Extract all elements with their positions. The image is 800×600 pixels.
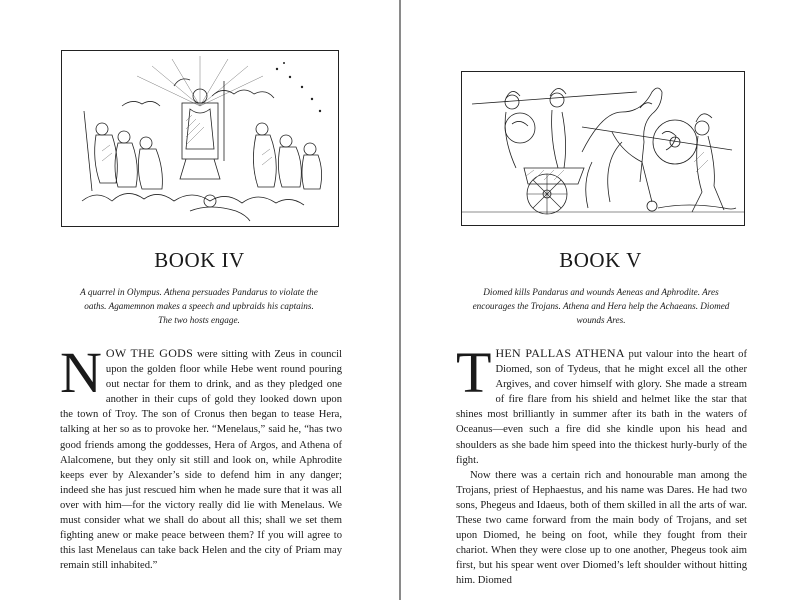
- olympus-illustration: [61, 50, 339, 227]
- book-title: BOOK IV: [154, 248, 245, 272]
- opening-words: HEN PALLAS ATHENA: [495, 346, 625, 360]
- body-paragraph: [60, 340, 342, 573]
- paragraph-text: put valour into the heart of Diomed, son of Tydeus, that he might excel all the other Argives, and cover himself with glory. She made a stream of fire flare from his shield and helmet like the star that shines most brilliantly in summer after its bath in the waters of Oceanus—even such a fire did she kindle upon his head and shoulders as she bade him speed into the thickest hurly-burly of the fight.: [456, 349, 747, 466]
- opening-words: OW THE GODS: [105, 346, 194, 360]
- drop-cap: N: [60, 340, 102, 405]
- battle-illustration: [461, 71, 745, 226]
- paragraph-text: were sitting with Zeus in council upon the golden floor while Hebe went round pouring out nectar for them to drink, and as they pledged one another in their cups of gold they looked down upon the town of Troy. The son of Cronus then began to tease Hera, talking at her so as to provoke her. “Menelaus,” said he, “has two good friends among the goddesses, Hera of Argos, and Athena of Alalcomene, but they only sit still and look on, while Aphrodite keeps ever by Alexander’s side to defend him in any danger; indeed she has just rescued him when he made sure that it was all over with him—for the victory really did lie with Menelaus. We must consider what we shall do about all this; shall we set them fighting anew or make peace between them? If you will agree to this last Menelaus can take back Helen and the city of Priam may remain still inhabited.”: [60, 349, 342, 572]
- chapter-argument: A quarrel in Olympus. Athena persuades Pandarus to violate the oaths. Agamemnon makes a speech and upbraids his captains. The two hosts engage.: [80, 287, 318, 325]
- body-paragraph: Now there was a certain rich and honourable man among the Trojans, priest of Hephaestus, and his name was Dares. He had two sons, Phegeus and Idaeus, both of them skilled in all the arts of war. These two came forward from the main body of Trojans, and set upon Diomed, he being on foot, while they fought from their chariot. When they were close up to one another, Phegeus took aim first, but his spear went over Diomed’s left shoulder without hitting him. Diomed: [456, 469, 747, 587]
- left-page: [0, 0, 399, 600]
- chapter-argument: Diomed kills Pandarus and wounds Aeneas and Aphrodite. Ares encourages the Trojans. Athena and Hera help the Achaeans. Diomed wounds Ares.: [472, 287, 730, 325]
- right-page: [401, 0, 800, 600]
- drop-cap: T: [456, 340, 492, 405]
- body-paragraph: [456, 340, 747, 468]
- chapter-body: [456, 340, 747, 589]
- chapter-body: [60, 340, 342, 573]
- book-title: BOOK V: [559, 248, 642, 272]
